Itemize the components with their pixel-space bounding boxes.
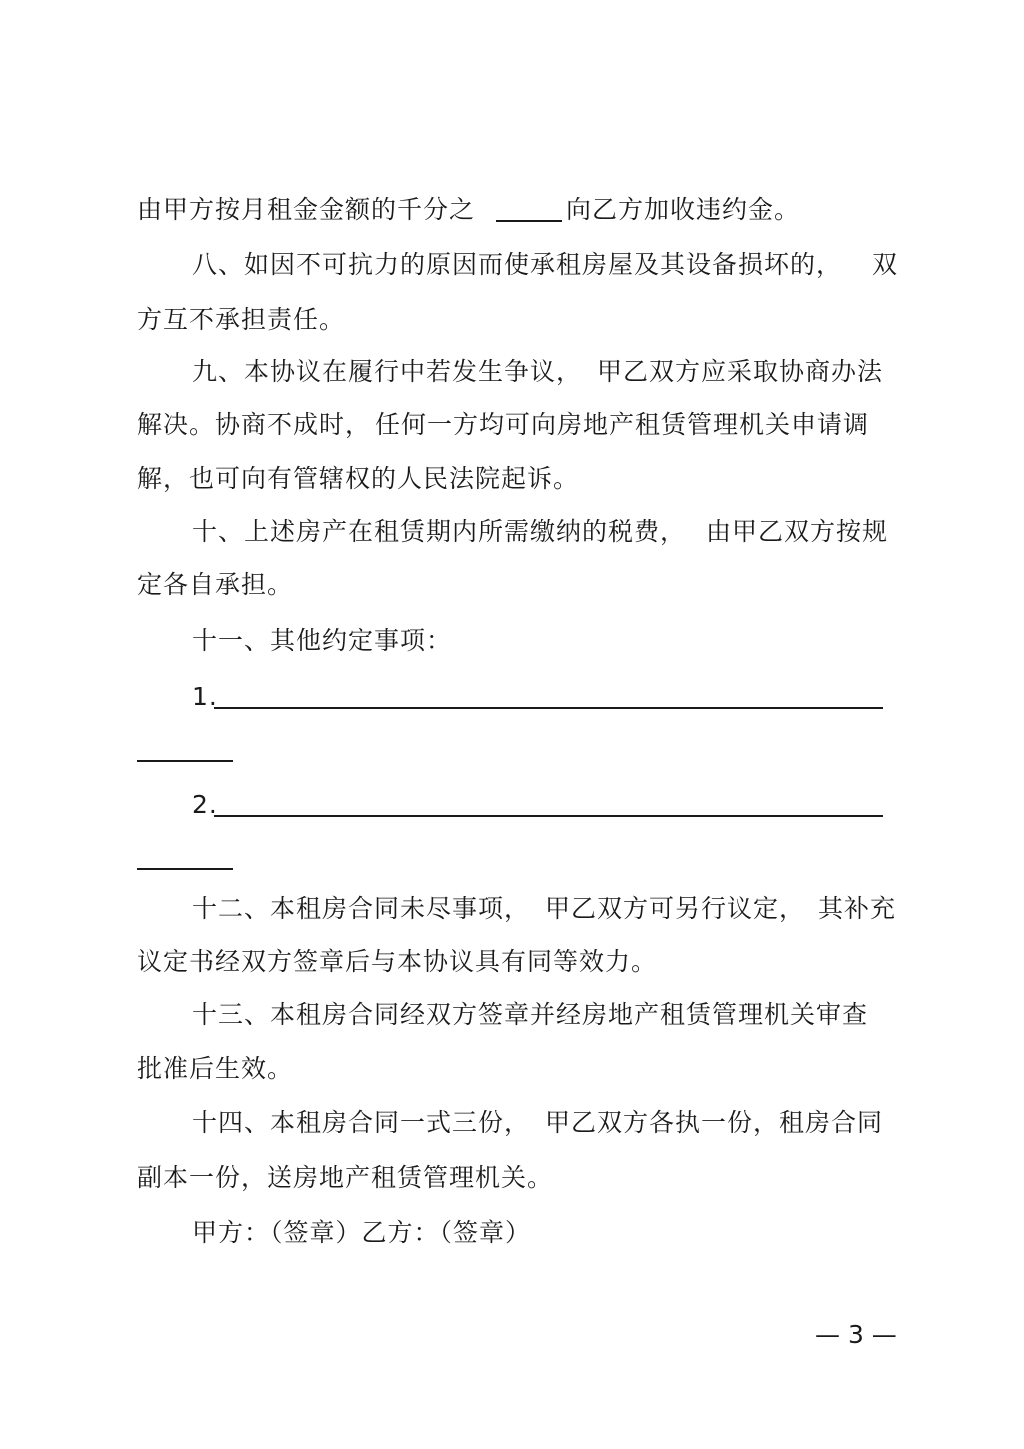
text-segment: 由甲方按月租金金额的千分之 xyxy=(137,195,476,224)
text-segment: 十四、本租房合同一式三份， xyxy=(192,1108,531,1137)
text-segment: 甲方：（签章）乙方：（签章） xyxy=(192,1218,532,1247)
text-segment: 批准后生效。 xyxy=(137,1054,294,1083)
text-segment: 八、如因不可抗力的原因而使承租房屋及其设备损坏的， xyxy=(192,250,843,279)
fill-in-blank-continuation xyxy=(137,760,233,762)
text-segment: 副本一份，送房地产租赁管理机关。 xyxy=(137,1163,554,1192)
text-segment: 解决。协商不成时， xyxy=(137,410,372,439)
text-segment: 十、上述房产在租赁期内所需缴纳的税费， xyxy=(192,517,687,546)
list-marker: 2. xyxy=(192,790,218,819)
text-segment: 其补充 xyxy=(818,894,897,923)
fill-in-blank xyxy=(214,707,883,709)
text-segment: 由甲乙双方按规 xyxy=(706,517,889,546)
fill-in-blank xyxy=(496,220,562,222)
text-segment: 方互不承担责任。 xyxy=(137,305,346,334)
fill-in-blank xyxy=(214,815,883,817)
text-segment: 任何一方均可向房地产租赁管理机关申请调 xyxy=(375,410,870,439)
text-segment: 十二、本租房合同未尽事项， xyxy=(192,894,531,923)
page-number: — 3 — xyxy=(815,1320,897,1349)
text-segment: 九、本协议在履行中若发生争议， xyxy=(192,357,583,386)
text-segment: 十三、本租房合同经双方签章并经房地产租赁管理机关审查 xyxy=(192,1000,869,1029)
text-segment: 甲乙双方可另行议定， xyxy=(545,894,806,923)
list-marker: 1. xyxy=(192,682,218,711)
text-segment: 双 xyxy=(872,250,899,279)
text-segment: 解，也可向有管辖权的人民法院起诉。 xyxy=(137,464,580,493)
text-segment: 向乙方加收违约金。 xyxy=(566,195,801,224)
text-segment: 甲乙双方应采取协商办法 xyxy=(597,357,884,386)
text-segment: 议定书经双方签章后与本协议具有同等效力。 xyxy=(137,947,658,976)
text-segment: 甲乙双方各执一份，租房合同 xyxy=(545,1108,884,1137)
text-segment: 定各自承担。 xyxy=(137,570,294,599)
fill-in-blank-continuation xyxy=(137,868,233,870)
text-segment: 十一、其他约定事项： xyxy=(192,626,453,655)
